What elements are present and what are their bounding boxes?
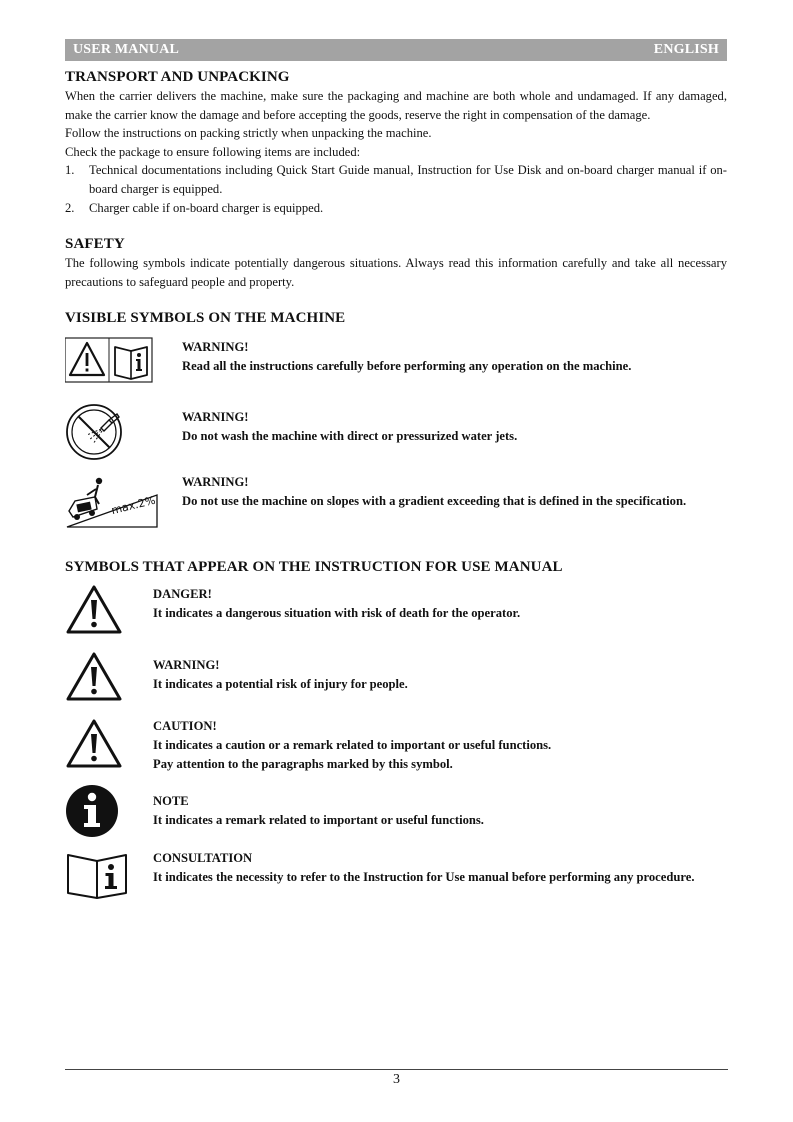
manual-symbol-title: CONSULTATION [153, 851, 253, 866]
package-items-list [65, 161, 727, 217]
manual-symbol-text: It indicates a dangerous situation with risk of death for the operator. [153, 606, 521, 621]
manual-symbol-title: WARNING! [153, 658, 220, 673]
visible-symbol-title: WARNING! [182, 340, 249, 355]
manual-symbol-danger [65, 583, 727, 640]
visible-symbol-read-instructions [65, 337, 727, 390]
manual-symbol-text: It indicates a caution or a remark related to important or useful functions. [153, 738, 552, 753]
page-number: 3 [393, 1072, 400, 1087]
transport-section [65, 68, 727, 217]
safety-title: SAFETY [65, 236, 125, 253]
manual-symbol-consultation [65, 849, 727, 904]
safety-section [65, 235, 727, 291]
visible-symbol-text: Do not wash the machine with direct or pressurized water jets. [182, 429, 518, 444]
manual-symbol-title: NOTE [153, 794, 189, 809]
transport-paragraph-3: Check the package to ensure following items are included: [65, 144, 361, 159]
manual-symbol-caution [65, 717, 727, 774]
visible-symbol-no-water-jets [65, 402, 727, 467]
visible-symbol-text: Do not use the machine on slopes with a gradient exceeding that is defined in the specification. [182, 494, 687, 509]
manual-symbol-text: It indicates a potential risk of injury for people. [153, 677, 408, 692]
slope-label: max.2% [109, 494, 157, 518]
manual-symbol-warning [65, 650, 727, 707]
warning-manual-icon [65, 337, 182, 390]
visible-symbols-title: VISIBLE SYMBOLS ON THE MACHINE [65, 310, 346, 327]
no-water-jet-icon [65, 402, 182, 467]
warning-triangle-icon [65, 650, 153, 707]
safety-text: The following symbols indicate potentially dangerous situations. Always read this information carefully and take all necessary precautions to safeguard people and property. [65, 256, 727, 289]
list-item: 2. Charger cable if on-board charger is equipped. [65, 200, 324, 215]
header-title: USER MANUAL [73, 42, 180, 57]
header-bar [65, 39, 727, 61]
manual-symbol-text: It indicates the necessity to refer to the Instruction for Use manual before performing any procedure. [153, 870, 695, 885]
manual-symbol-note [65, 784, 727, 845]
footer-rule [65, 1069, 728, 1070]
info-circle-icon [65, 784, 153, 845]
list-item: 1. Technical documentations including Quick Start Guide manual, Instruction for Use Disk and on-board charger manual if on-board charger is equipped. [65, 163, 727, 196]
transport-title: TRANSPORT AND UNPACKING [65, 69, 290, 85]
danger-triangle-icon [65, 583, 153, 640]
book-info-icon [65, 849, 153, 904]
slope-limit-icon [65, 471, 182, 536]
manual-symbol-title: CAUTION! [153, 719, 217, 734]
manual-symbol-text: It indicates a remark related to important or useful functions. [153, 813, 484, 828]
visible-symbol-title: WARNING! [182, 410, 249, 425]
visible-symbol-title: WARNING! [182, 475, 249, 490]
manual-symbols-title: SYMBOLS THAT APPEAR ON THE INSTRUCTION FOR USE MANUAL [65, 559, 563, 576]
transport-paragraph-2: Follow the instructions on packing strictly when unpacking the machine. [65, 126, 432, 141]
visible-symbol-slope-limit [65, 471, 727, 536]
visible-symbol-text: Read all the instructions carefully before performing any operation on the machine. [182, 359, 632, 374]
manual-symbol-text-2: Pay attention to the paragraphs marked by this symbol. [153, 757, 453, 772]
transport-paragraph-1: When the carrier delivers the machine, make sure the packaging and machine are both whole and undamaged. If any damaged, make the carrier know the damage and before accepting the goods, reserve the right in compensation of the damage. [65, 89, 727, 122]
visible-symbols-section [65, 309, 727, 536]
header-language: ENGLISH [653, 42, 719, 57]
manual-symbols-section [65, 558, 727, 904]
caution-triangle-icon [65, 717, 153, 774]
page-content [65, 68, 727, 904]
manual-symbol-title: DANGER! [153, 587, 212, 602]
